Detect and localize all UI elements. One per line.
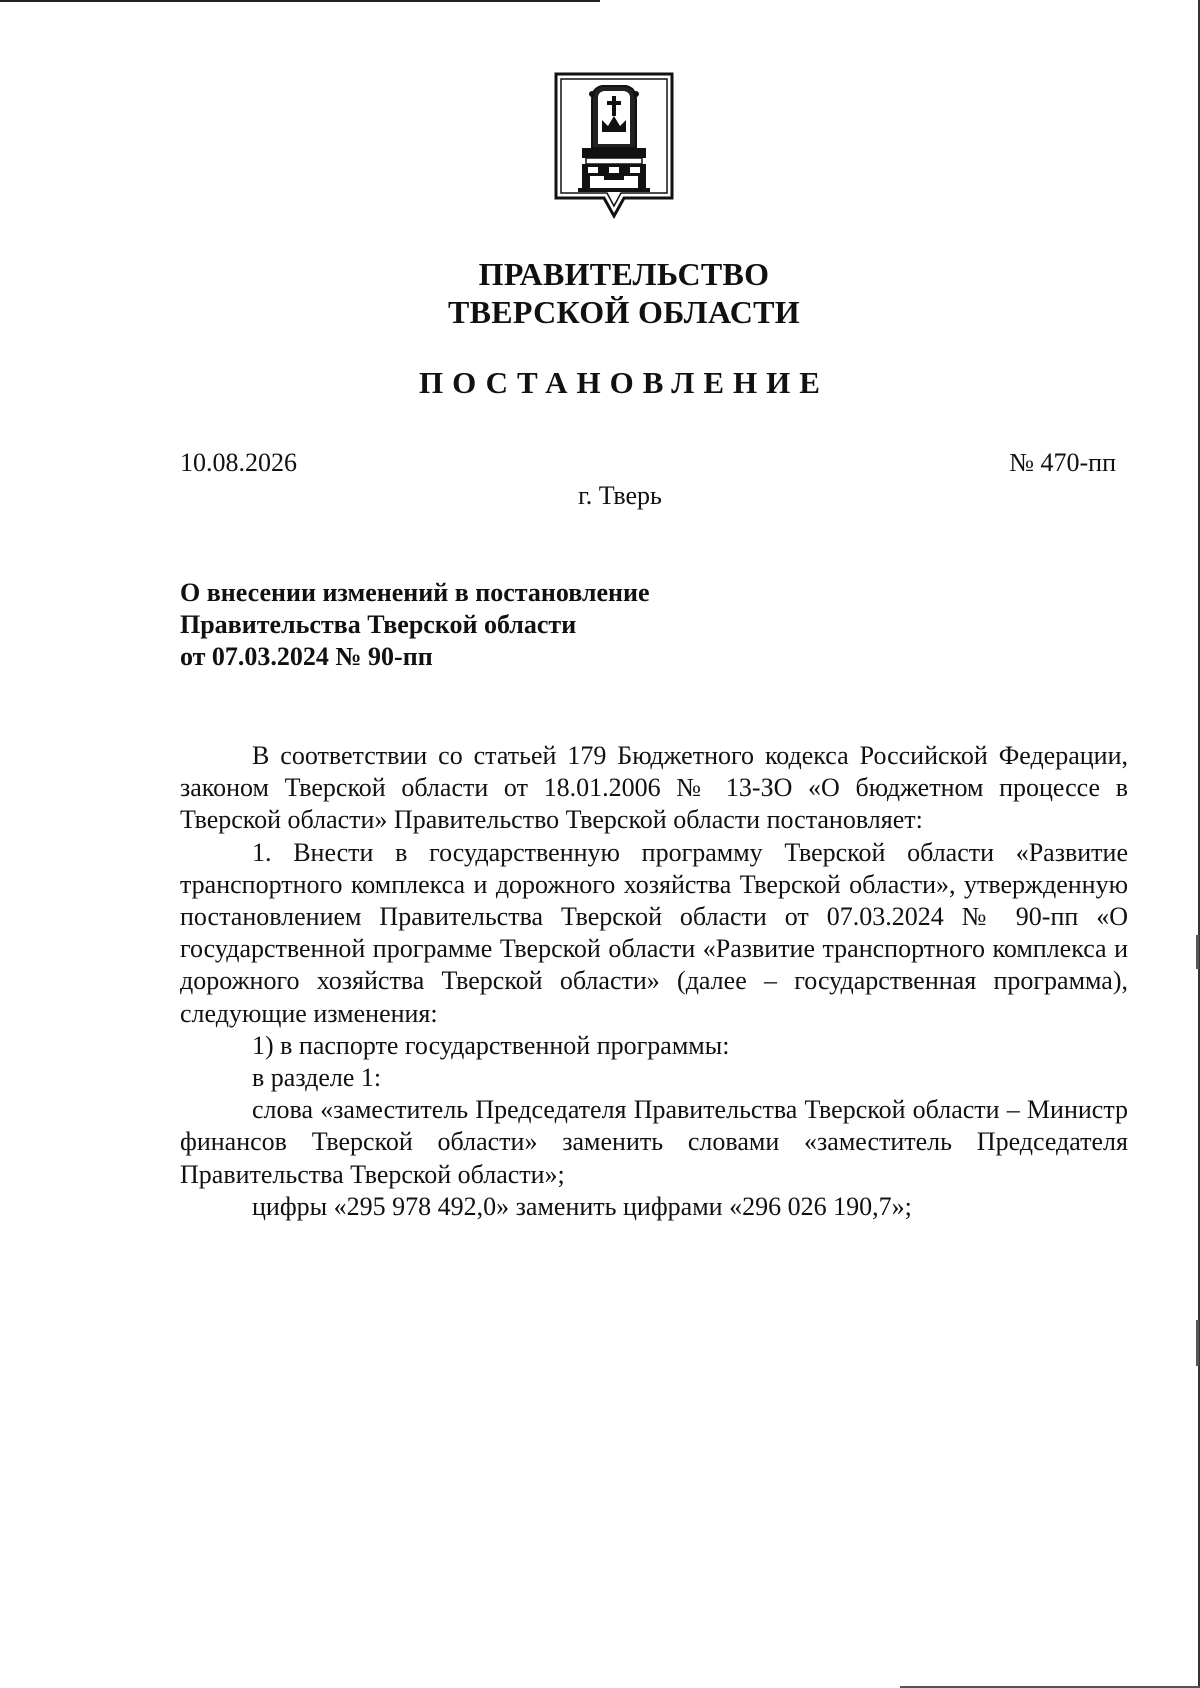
subject-line-2: Правительства Тверской области xyxy=(180,610,577,639)
government-title-line-1: ПРАВИТЕЛЬСТВО xyxy=(478,256,770,292)
tver-coat-of-arms-icon xyxy=(552,70,676,222)
document-subject xyxy=(180,577,880,673)
body-paragraph-preamble: В соответствии со статьей 179 Бюджетного кодекса Российской Федерации, законом Тверской области от 18.01.2006 № 13-ЗО «О бюджетном процессе в Тверской области» Правительство Тверской области постановляет: xyxy=(180,741,1128,835)
document-type: ПОСТАНОВЛЕНИЕ xyxy=(419,365,829,400)
document-body xyxy=(180,740,1128,1223)
scan-edge-top xyxy=(0,0,600,2)
body-paragraph-subitem-1: 1) в паспорте государственной программы: xyxy=(252,1030,730,1060)
body-paragraph-words-replace: слова «заместитель Председателя Правительства Тверской области – Министр финансов Тверской области» заменить словами «заместитель Председателя Правительства Тверской области»; xyxy=(180,1095,1128,1189)
document-city: г. Тверь xyxy=(578,481,662,510)
government-title xyxy=(0,255,1200,331)
document-number: № 470-пп xyxy=(1009,448,1116,477)
body-paragraph-figures-replace: цифры «295 978 492,0» заменить цифрами «296 026 190,7»; xyxy=(252,1191,912,1221)
body-paragraph-section-1: в разделе 1: xyxy=(252,1063,382,1093)
subject-line-3: от 07.03.2024 № 90-пп xyxy=(180,642,433,671)
government-title-line-2: ТВЕРСКОЙ ОБЛАСТИ xyxy=(447,294,801,330)
body-paragraph-item-1: 1. Внести в государственную программу Тверской области «Развитие транспортного комплекса и дорожного хозяйства Тверской области», утвержденную постановлением Правительства Тверской области от 07.03.2024 № 90-пп «О государственной программе Тверской области «Развитие транспортного комплекса и дорожного хозяйства Тверской области» (далее – государственная программа), следующие изменения: xyxy=(180,837,1128,1028)
document-date: 10.08.2026 xyxy=(180,448,297,477)
subject-line-1: О внесении изменений в постановление xyxy=(180,578,650,607)
scan-mark xyxy=(1196,935,1199,969)
scan-mark xyxy=(1196,1320,1199,1366)
